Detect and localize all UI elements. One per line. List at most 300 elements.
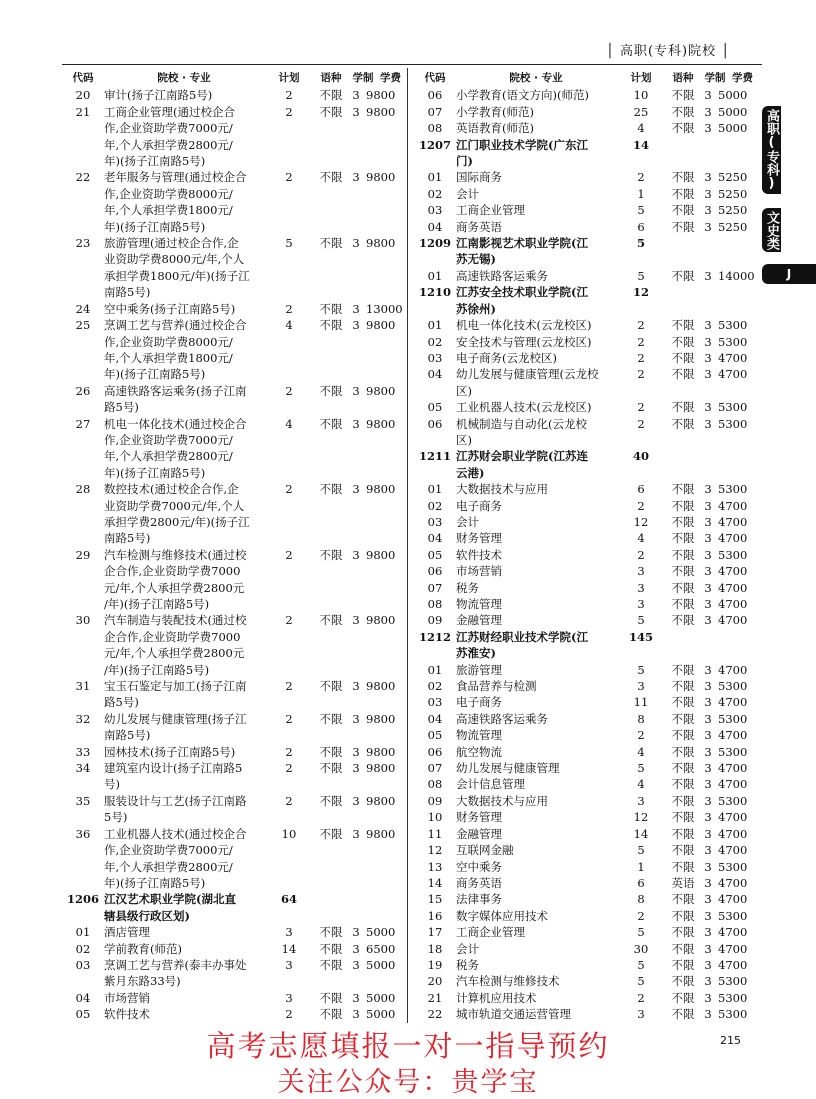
cell-name: 国际商务 (456, 170, 502, 185)
cell-name: 互联网金融 (456, 843, 514, 858)
cell-fee: 5250 (718, 219, 748, 234)
table-row (62, 235, 404, 301)
cell-years: 3 (352, 416, 360, 431)
cell-plan: 2 (285, 547, 293, 562)
cell-years: 3 (704, 810, 712, 825)
table-row (62, 87, 404, 103)
cell-fee: 9800 (366, 826, 396, 841)
cell-years: 3 (352, 482, 360, 497)
cell-code: 04 (75, 990, 91, 1005)
cell-code: 14 (427, 875, 443, 890)
cell-code: 29 (75, 547, 91, 562)
cell-lang: 不限 (319, 744, 343, 759)
cell-years: 3 (704, 695, 712, 710)
table-row (414, 694, 746, 710)
cell-code: 1209 (418, 236, 451, 251)
table-row (62, 169, 404, 235)
cell-fee: 4700 (718, 777, 748, 792)
table-row (414, 612, 746, 628)
table-row (414, 547, 746, 563)
cell-name: 软件技术 (104, 1007, 150, 1022)
table-row (414, 826, 746, 842)
cell-lang: 不限 (671, 367, 695, 382)
cell-lang: 不限 (671, 219, 695, 234)
cell-years: 3 (704, 875, 712, 890)
cell-name: 工业机器人技术(云龙校区) (456, 400, 592, 415)
cell-code: 09 (427, 613, 443, 628)
cell-years: 3 (704, 925, 712, 940)
cell-fee: 4700 (718, 761, 748, 776)
cell-code: 19 (427, 957, 443, 972)
cell-plan: 14 (633, 826, 649, 841)
cell-lang: 不限 (671, 170, 695, 185)
cell-name: 税务 (456, 957, 479, 972)
cell-years (700, 448, 716, 481)
cell-lang: 不限 (671, 777, 695, 792)
cell-name: 金融管理 (456, 826, 502, 841)
cell-plan: 145 (628, 629, 653, 644)
table-row (62, 547, 404, 613)
cell-name: 小学教育(师范) (456, 104, 534, 119)
table-row (62, 383, 404, 416)
cell-plan: 2 (637, 728, 645, 743)
cell-lang: 不限 (671, 711, 695, 726)
cell-fee: 4700 (718, 826, 748, 841)
cell-code: 05 (427, 400, 443, 415)
cell-plan: 4 (637, 777, 645, 792)
cell-lang: 不限 (671, 597, 695, 611)
cell-code: 04 (427, 531, 443, 546)
cell-code: 02 (427, 498, 443, 513)
cell-fee: 5000 (718, 88, 748, 103)
cell-lang: 不限 (671, 974, 695, 989)
cell-years: 3 (704, 892, 712, 907)
cell-code: 20 (427, 974, 443, 989)
table-row (414, 202, 746, 218)
cell-lang: 不限 (671, 826, 695, 841)
cell-plan: 10 (633, 88, 649, 103)
cell-fee: 5300 (718, 482, 748, 497)
cell-lang: 不限 (671, 564, 695, 579)
table-row (414, 498, 746, 514)
cell-code: 1212 (418, 629, 451, 644)
cell-years: 3 (704, 1007, 712, 1022)
cell-plan: 3 (637, 564, 645, 579)
cell-fee: 5300 (718, 679, 748, 694)
cell-years: 3 (704, 564, 712, 579)
cell-years: 3 (352, 383, 360, 398)
cell-name: 老年服务与管理(通过校企合 作,企业资助学费8000元/ 年,个人承担学费1800元/ 年)(扬子江南路5号) (104, 170, 247, 234)
cell-fee: 9800 (366, 104, 396, 119)
table-header (62, 70, 404, 87)
cell-plan: 2 (285, 613, 293, 628)
cell-lang: 不限 (671, 662, 695, 677)
cell-years: 3 (704, 482, 712, 497)
cell-plan: 2 (285, 761, 293, 776)
cell-code: 27 (75, 416, 91, 431)
table-row (62, 481, 404, 547)
cell-years: 3 (352, 301, 360, 316)
cell-lang: 不限 (671, 88, 695, 103)
side-tabs (762, 106, 816, 284)
cell-years: 3 (704, 88, 712, 103)
cell-years: 3 (352, 88, 360, 103)
table-row (414, 662, 746, 678)
cell-name: 旅游管理(通过校企合作,企 业资助学费8000元/年,个人 承担学费1800元/年)(扬子江 南路5号) (104, 236, 250, 300)
table-row (62, 793, 404, 826)
cell-name: 英语教育(师范) (456, 121, 534, 136)
cell-code: 13 (427, 859, 443, 874)
cell-code: 36 (75, 826, 91, 841)
cell-fee: 6500 (366, 941, 396, 956)
cell-plan: 2 (637, 400, 645, 415)
cell-fee (716, 235, 756, 268)
cell-years: 3 (704, 974, 712, 989)
cell-lang: 不限 (319, 613, 343, 628)
cell-fee: 5300 (718, 990, 748, 1005)
tab-liberal-arts[interactable]: 文史类 (762, 208, 781, 252)
cell-name: 汽车检测与维修技术(通过校 企合作,企业资助学费7000 元/年,个人承担学费2800元 /年)(扬子江南路5号) (104, 547, 247, 611)
cell-code: 03 (427, 350, 443, 365)
cell-fee (716, 629, 756, 662)
cell-fee: 9800 (366, 383, 396, 398)
cell-lang: 不限 (671, 925, 695, 940)
cell-lang: 不限 (671, 892, 695, 907)
table-row (414, 711, 746, 727)
table-row (414, 744, 746, 760)
cell-fee: 5000 (366, 925, 396, 940)
cell-lang: 不限 (319, 482, 343, 497)
cell-years: 3 (704, 613, 712, 628)
left-table-body (62, 87, 404, 1022)
cell-years: 3 (704, 843, 712, 858)
right-table-body (414, 87, 755, 1022)
cell-name: 航空物流 (456, 744, 502, 759)
table-row (414, 399, 746, 415)
cell-code: 03 (427, 203, 443, 218)
cell-plan: 2 (637, 170, 645, 185)
cell-code: 01 (427, 662, 443, 677)
cell-plan: 3 (637, 793, 645, 808)
cell-lang: 不限 (671, 514, 695, 529)
cell-years: 3 (704, 761, 712, 776)
col-lang: 语种 (320, 72, 342, 84)
cell-fee: 4700 (718, 350, 748, 365)
cell-code: 08 (427, 121, 443, 136)
cell-years: 3 (352, 761, 360, 776)
cell-code: 33 (75, 744, 91, 759)
cell-code: 04 (427, 367, 443, 382)
cell-name: 汽车检测与维修技术 (456, 974, 560, 989)
cell-name: 机电一体化技术(通过校企合 作,企业资助学费7000元/ 年,个人承担学费2800元/ 年)(扬子江南路5号) (104, 416, 247, 480)
table-row (414, 924, 746, 940)
cell-fee: 4700 (718, 498, 748, 513)
cell-lang (666, 235, 700, 268)
cell-lang: 不限 (671, 728, 695, 743)
cell-years: 3 (352, 957, 360, 972)
cell-fee: 9800 (366, 88, 396, 103)
table-row (414, 481, 746, 497)
table-row (414, 1006, 746, 1022)
cell-lang: 不限 (671, 350, 695, 365)
cell-plan: 4 (285, 318, 293, 333)
cell-name: 高速铁路客运乘务(扬子江南 路5号) (104, 383, 247, 415)
table-row (62, 826, 404, 892)
cell-lang: 不限 (671, 744, 695, 759)
cell-lang: 不限 (319, 236, 343, 251)
cell-lang: 不限 (671, 416, 695, 431)
cell-years: 3 (704, 580, 712, 595)
cell-years: 3 (352, 925, 360, 940)
cell-plan: 2 (285, 383, 293, 398)
cell-code: 22 (75, 170, 91, 185)
cell-name: 江南影视艺术职业学院(江 苏无锡) (456, 236, 588, 267)
cell-name: 金融管理 (456, 613, 502, 628)
cell-code: 05 (427, 728, 443, 743)
cell-plan: 6 (637, 219, 645, 234)
cell-code: 24 (75, 301, 91, 316)
table-row (414, 596, 746, 612)
tab-letter-j[interactable]: J (762, 264, 816, 284)
table-row (62, 317, 404, 383)
cell-name: 江苏财经职业技术学院(江 苏淮安) (456, 629, 588, 661)
table-row (414, 416, 746, 449)
cell-years: 3 (704, 662, 712, 677)
cell-plan: 5 (636, 236, 645, 251)
left-column (62, 70, 404, 1023)
cell-fee: 4700 (718, 597, 748, 611)
cell-code: 01 (427, 170, 443, 185)
cell-lang: 不限 (319, 1007, 343, 1022)
cell-name: 幼儿发展与健康管理(云龙校 区) (456, 367, 599, 398)
cell-plan: 5 (285, 236, 293, 251)
cell-fee: 9800 (366, 679, 396, 694)
cell-plan: 4 (285, 416, 293, 431)
cell-plan: 4 (637, 744, 645, 759)
cell-fee: 4700 (718, 580, 748, 595)
table-row (414, 104, 746, 120)
cell-code: 07 (427, 104, 443, 119)
cell-lang: 不限 (671, 1007, 695, 1022)
cell-plan: 2 (285, 793, 293, 808)
cell-plan: 14 (281, 941, 297, 956)
cell-plan: 14 (632, 137, 649, 152)
cell-years: 3 (704, 186, 712, 201)
cell-name: 工商企业管理(通过校企合 作,企业资助学费7000元/ 年,个人承担学费2800元/ 年)(扬子江南路5号) (104, 104, 235, 169)
cell-fee: 5300 (718, 400, 748, 415)
cell-fee: 13000 (366, 301, 403, 316)
cell-name: 服装设计与工艺(扬子江南路 5号) (104, 793, 247, 825)
table-row (414, 580, 746, 596)
cell-name: 工商企业管理 (456, 925, 525, 940)
cell-lang: 不限 (671, 268, 695, 283)
cell-code: 28 (75, 482, 91, 497)
cell-fee: 5300 (718, 334, 748, 349)
cell-name: 机电一体化技术(云龙校区) (456, 318, 592, 333)
cell-plan: 2 (637, 350, 645, 365)
cell-years: 3 (704, 498, 712, 513)
cell-years: 3 (704, 941, 712, 956)
cell-lang: 不限 (671, 482, 695, 497)
cell-code: 02 (75, 941, 91, 956)
cell-fee: 5300 (718, 318, 748, 333)
cell-code: 18 (427, 941, 443, 956)
cell-code: 02 (427, 334, 443, 349)
cell-code: 34 (75, 761, 91, 776)
table-row (62, 301, 404, 317)
cell-fee: 4700 (718, 941, 748, 956)
cell-code: 09 (427, 793, 443, 808)
cell-lang: 不限 (319, 547, 343, 562)
cell-years: 3 (352, 547, 360, 562)
cell-name: 江苏安全技术职业学院(江 苏徐州) (456, 285, 588, 316)
cell-plan: 2 (637, 318, 645, 333)
cell-lang (666, 629, 700, 662)
cell-years: 3 (704, 711, 712, 726)
cell-name: 市场营销 (456, 564, 502, 579)
cell-code: 05 (427, 547, 443, 562)
cell-years: 3 (704, 531, 712, 546)
cell-plan: 2 (637, 416, 645, 431)
cell-lang: 不限 (319, 941, 343, 956)
cell-years: 3 (704, 744, 712, 759)
cell-fee: 4700 (718, 843, 748, 858)
cell-plan: 1 (637, 186, 645, 201)
cell-code: 01 (75, 925, 91, 940)
cell-name: 电子商务 (456, 695, 502, 710)
cell-code: 10 (427, 810, 443, 825)
cell-name: 审计(扬子江南路5号) (104, 88, 213, 103)
cell-fee: 9800 (366, 170, 396, 185)
cell-plan: 5 (637, 957, 645, 972)
table-row (414, 760, 746, 776)
cell-code: 05 (75, 1007, 91, 1022)
cell-fee: 4700 (718, 925, 748, 940)
cell-years: 3 (352, 236, 360, 251)
cell-years: 3 (704, 121, 712, 136)
cell-lang: 不限 (319, 88, 343, 103)
cell-plan: 4 (637, 531, 645, 546)
cell-years (348, 891, 364, 924)
school-row (414, 284, 746, 317)
cell-code: 23 (75, 236, 91, 251)
cell-plan: 2 (285, 679, 293, 694)
cell-plan: 12 (632, 285, 649, 300)
cell-code: 35 (75, 793, 91, 808)
cell-plan: 2 (637, 334, 645, 349)
cell-lang: 不限 (671, 580, 695, 595)
cell-code: 21 (75, 104, 91, 119)
cell-name: 税务 (456, 580, 479, 595)
cell-name: 幼儿发展与健康管理 (456, 761, 560, 776)
cell-fee: 5000 (718, 104, 748, 119)
cell-lang: 不限 (319, 318, 343, 333)
cell-lang: 不限 (671, 843, 695, 858)
col-years: 学制 (352, 72, 374, 84)
watermark-line-2: 关注公众号：贵学宝 (277, 1067, 539, 1098)
cell-plan: 8 (637, 711, 645, 726)
running-header: │ 高职(专科)院校 │ (606, 44, 731, 59)
cell-fee: 5300 (718, 793, 748, 808)
table-row (414, 957, 746, 973)
cell-lang: 不限 (671, 859, 695, 874)
cell-years: 3 (704, 318, 712, 333)
table-row (414, 563, 746, 579)
table-row (414, 990, 746, 1006)
cell-name: 机械制造与自动化(云龙校 区) (456, 416, 587, 447)
col-fee: 学费 (732, 72, 753, 84)
table-row (62, 924, 404, 940)
cell-name: 建筑室内设计(扬子江南路5 号) (104, 761, 243, 792)
cell-name: 数字媒体应用技术 (456, 908, 548, 923)
table-row (62, 711, 404, 744)
cell-lang: 不限 (319, 301, 343, 316)
cell-plan: 10 (281, 826, 297, 841)
cell-fee: 4700 (718, 367, 748, 382)
cell-lang: 不限 (671, 334, 695, 349)
table-row (414, 891, 746, 907)
cell-code: 20 (75, 88, 91, 103)
cell-name: 烹调工艺与营养(泰丰办事处 紫月东路33号) (104, 957, 247, 989)
cell-name: 工业机器人技术(通过校企合 作,企业资助学费7000元/ 年,个人承担学费2800元/ 年)(扬子江南路5号) (104, 826, 247, 890)
table-row (414, 530, 746, 546)
table-row (62, 416, 404, 482)
cell-lang: 不限 (671, 908, 695, 923)
cell-code: 06 (427, 88, 443, 103)
cell-lang: 不限 (319, 104, 343, 119)
cell-lang: 不限 (319, 416, 343, 431)
table-row (62, 678, 404, 711)
cell-name: 市场营销 (104, 990, 150, 1005)
cell-plan: 3 (285, 925, 293, 940)
cell-years: 3 (704, 679, 712, 694)
cell-years: 3 (704, 367, 712, 382)
cell-years: 3 (352, 104, 360, 119)
col-name: 院校 · 专业 (509, 72, 563, 84)
cell-plan: 5 (637, 613, 645, 628)
table-row (62, 1006, 404, 1022)
cell-years: 3 (352, 744, 360, 759)
cell-years: 3 (704, 514, 712, 529)
cell-plan: 11 (633, 695, 649, 710)
cell-years: 3 (352, 793, 360, 808)
cell-fee: 4700 (718, 514, 748, 529)
cell-lang: 不限 (671, 186, 695, 201)
cell-years: 3 (352, 613, 360, 628)
tab-vocational[interactable]: 高职(专科) (762, 106, 781, 194)
cell-code: 1211 (418, 449, 451, 464)
cell-fee: 5300 (718, 908, 748, 923)
cell-name: 安全技术与管理(云龙校区) (456, 334, 592, 349)
cell-fee: 9800 (366, 482, 396, 497)
cell-years (700, 137, 716, 170)
cell-lang (666, 284, 700, 317)
cell-lang: 不限 (319, 957, 343, 972)
cell-name: 会计 (456, 941, 479, 956)
cell-lang (666, 137, 700, 170)
cell-fee: 4700 (718, 613, 748, 628)
cell-lang: 不限 (671, 531, 695, 546)
cell-lang: 不限 (319, 711, 343, 726)
cell-fee: 5300 (718, 744, 748, 759)
cell-fee: 9800 (366, 711, 396, 726)
cell-code: 01 (427, 318, 443, 333)
cell-fee: 5000 (366, 1007, 396, 1022)
cell-fee: 9800 (366, 318, 396, 333)
table-row (414, 973, 746, 989)
cell-fee: 5000 (366, 990, 396, 1005)
cell-fee: 5300 (718, 1007, 748, 1022)
